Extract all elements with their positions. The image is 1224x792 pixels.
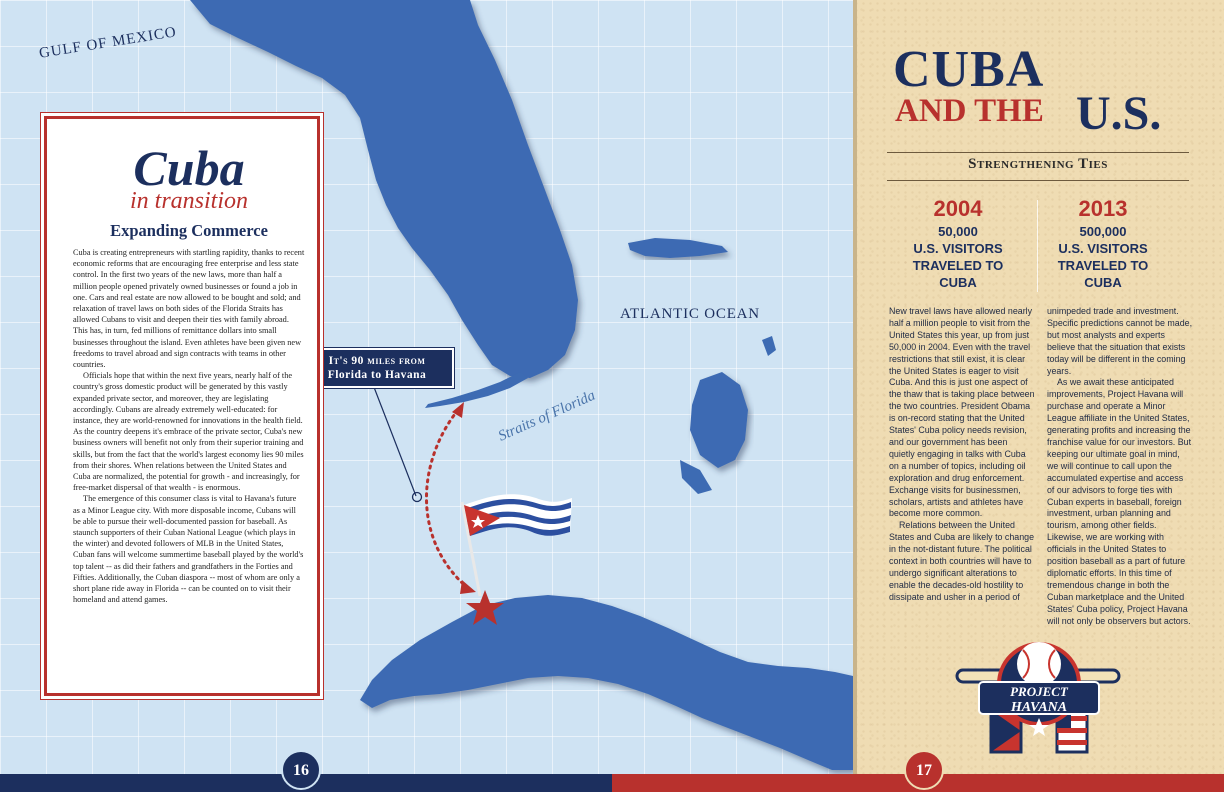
straits-of-florida-label: Straits of Florida: [496, 387, 598, 445]
stat-description: U.S. VISITORS TRAVELED TO CUBA: [912, 241, 1004, 290]
distance-callout-line2: Florida to Havana: [327, 369, 427, 381]
bahamas-island-2: [690, 372, 748, 468]
cuba-in-transition-sidebar: [44, 116, 320, 696]
route-line: [426, 410, 470, 590]
atlantic-ocean-label: ATLANTIC OCEAN: [620, 306, 760, 322]
logo-text-line1: PROJECT: [1010, 684, 1068, 699]
article-column-left: [889, 306, 1035, 604]
logo-text-line2: HAVANA: [1010, 700, 1068, 715]
cuba-land: [360, 595, 853, 770]
stat-year: 2004: [933, 196, 983, 221]
project-havana-logo: [953, 636, 1123, 756]
cuban-flag-icon: [464, 494, 572, 536]
page-title-us: U.S.: [1076, 87, 1162, 140]
sidebar-paragraph: Officials hope that within the next five years, nearly half of the country's gross domestic product will be generated by this vastly expanded private sector, and moreover, they are legislating accordingly. Cubans are already extremely well-educated: for instance, they are world-renowned for innovations in the health field. As the country deepens it's embrace of the private sector, Cuba's new business owners will benefit not only from their superior training and skills, but from the fact that the world's largest economy lies 90 miles from their shores. When relations between the United States and Cuba are normalized, the potential for growth - and increasingly, for free-market dispersal of that wealth - is enormous.: [73, 371, 304, 493]
bahamas-island-4: [680, 460, 712, 494]
distance-callout: [300, 348, 454, 388]
sidebar-heading: Expanding Commerce: [110, 221, 268, 240]
callout-leader: [372, 382, 416, 496]
callout-pin: [413, 493, 422, 502]
stat-year: 2013: [1078, 196, 1128, 221]
stat-description: U.S. VISITORS TRAVELED TO CUBA: [1057, 241, 1149, 290]
distance-callout-line1: It's 90 miles from: [328, 355, 426, 367]
sidebar-paragraph: Cuba is creating entrepreneurs with startling rapidity, thanks to recent economic reforms that are encouraging free enterprise and less state control. In the first two years of the new laws, more than half a million people opened privately owned businesses or found a job in one. Cars and real estate are now allowed to be bought and sold; and relaxation of travel laws on both sides of the Florida Straits has allowed Cubans to visit and deepen their ties with family abroad. This has, in turn, fed millions of remittance dollars into small businesses throughout the island. Even athletes have been given new freedoms to travel abroad and sign contracts with teams in other countries.: [73, 248, 305, 370]
gulf-of-mexico-label: GULF OF MEXICO: [38, 24, 178, 62]
page-title-and: AND THE: [895, 93, 1044, 129]
sidebar-paragraph: The emergence of this consumer class is vital to Havana's future as a Minor League city. With more disposable income, Cubans will be able to pursue their well-documented passion for baseball. As staunch supporters of their Cuban National League (which plays in the winter) and devoted followers of MLB in the United States, Cuban fans will welcome summertime baseball played by the world's top talent -- as did their fathers and grandfathers in the Forties and Fifties. Additionally, the Cuban diaspora -- most of whom are only a short plane ride away in Florida -- can be counted on to visit their homeland and attend games.: [73, 494, 304, 605]
section-rule: [887, 180, 1189, 181]
sidebar-title: Cuba: [133, 140, 245, 196]
sidebar-subtitle: in transition: [129, 188, 249, 214]
page-title: CUBA: [893, 41, 1045, 98]
section-rule: [887, 152, 1189, 153]
article-paragraph: unimpeded trade and investment. Specific predictions cannot be made, but most analysts and experts believe that the situation that exists today will be different in the coming years.: [1047, 306, 1193, 376]
article-column-right: [1047, 306, 1193, 627]
article-paragraph: Relations between the United States and Cuba are likely to change in the not-distant future. The political context in both countries will have to undergo significant alterations to enable the decades-old hostility to dissipate and usher in a period of: [889, 520, 1035, 602]
stat-count: 50,000: [938, 224, 978, 239]
stat-count: 500,000: [1079, 224, 1127, 239]
article-page: [853, 0, 1224, 774]
article-paragraph: As we await these anticipated improvements, Project Havana will purchase and operate a Minor League affiliate in the United States, generating profits and increasing the franchise value for our investors. But keeping our ultimate goal in mind, we will continue to call upon the accumulated expertise and access of our advisors to forge ties with Cuban experts in baseball, foreign investment, urban planning and tourism, among other fields. Likewise, we are working with officials in the United States to position baseball as a part of future diplomatic efforts. In this time of tremendous change in both the Cuban marketplace and the United States' Cuba policy, Project Havana will not only be observers but actors.: [1047, 377, 1192, 626]
visitor-stat-2004: [893, 196, 1023, 291]
article-paragraph: New travel laws have allowed nearly half a million people to visit from the United States this year, up from just 50,000 in 2004. Even with the travel restrictions that still exist, it is clear the United States is eager to visit Cuba. And this is just one aspect of the thaw that is taking place between the two countries. President Obama is on-record stating that the United States' Cuba policy needs revision, and our government has been quietly engaging in talks with Cuba on a number of topics, including oil exploration and drug enforcement. Exchange visits for businessmen, scholars, artists and athletes have become more common.: [889, 306, 1035, 519]
page-number-left: 16: [281, 750, 321, 790]
page-gutter: [853, 0, 857, 774]
bahamas-island-3: [762, 336, 776, 356]
bahamas-island-1: [628, 238, 728, 258]
section-heading: Strengthening Ties: [968, 156, 1108, 172]
visitor-stat-2013: [1038, 196, 1168, 291]
page-number-right: 17: [904, 750, 944, 790]
footer-bar-right: [612, 774, 1224, 792]
route-arrow-icon: [460, 580, 476, 594]
